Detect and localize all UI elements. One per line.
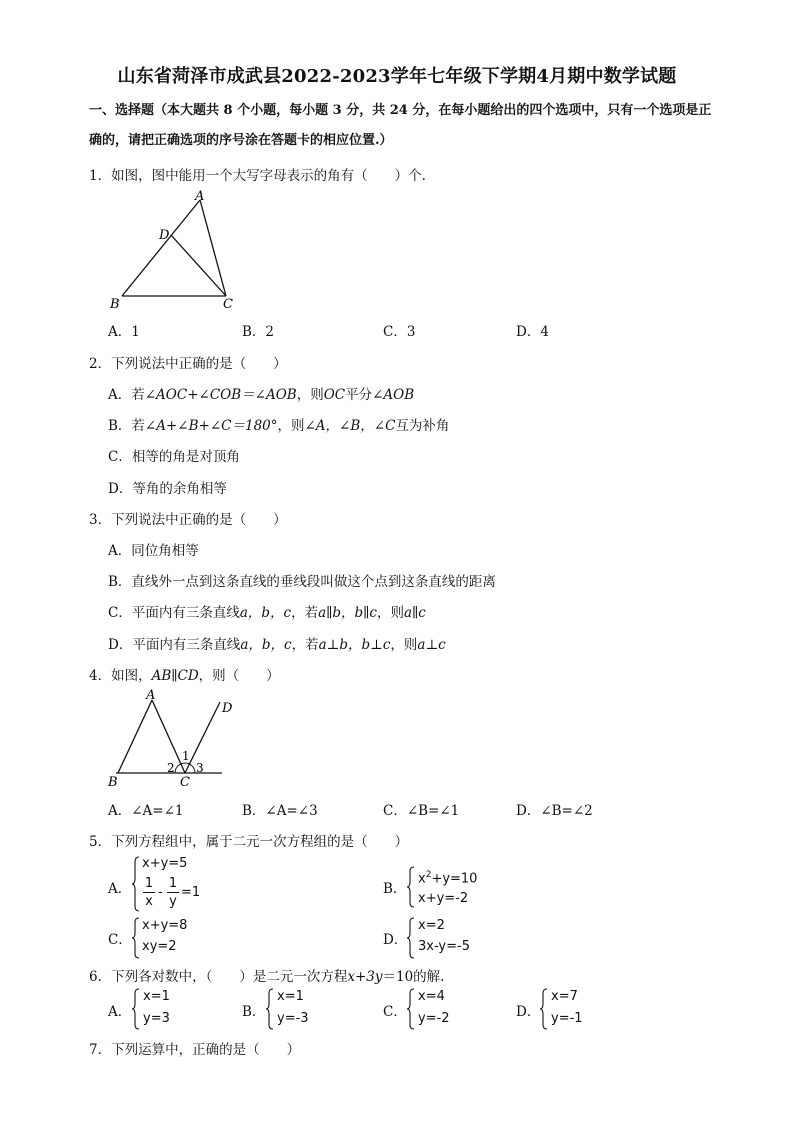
q5-a-frac1-den: x — [145, 894, 153, 909]
q4-stem-math: AB∥CD — [151, 668, 199, 684]
q6-option-b-label[interactable]: B． — [242, 1004, 266, 1020]
q6-option-d-label[interactable]: D． — [516, 1004, 541, 1020]
q6-a-system — [143, 988, 203, 1032]
q3-option-a[interactable]: A．同位角相等 — [108, 543, 199, 559]
q5-a-frac2 — [167, 876, 179, 909]
q5-d-line2: 3x-y=-5 — [418, 939, 470, 954]
q2-b-math: ∠A+∠B+∠C＝180° — [144, 418, 278, 434]
q6-d-system — [551, 988, 611, 1032]
question-3-stem: 3．下列说法中正确的是（ ） — [89, 512, 287, 528]
q5-b-line1-rest: +y=10 — [431, 871, 478, 887]
q1-label-a: A — [195, 189, 205, 204]
question-1-stem: 1．如图，图中能用一个大写字母表示的角有（ ）个. — [89, 168, 426, 184]
q6-c-brace — [406, 988, 416, 1030]
q1-option-a[interactable]: A．1 — [108, 324, 140, 340]
q3-option-c[interactable] — [108, 601, 426, 621]
q4-label-1: 1 — [182, 749, 190, 763]
q4-stem-end: ，则（ ） — [198, 668, 280, 684]
q4-label-a: A — [146, 688, 156, 703]
q6-option-a-label[interactable]: A． — [108, 1004, 132, 1020]
q5-c-system — [142, 917, 222, 961]
q5-option-b-label[interactable]: B． — [383, 881, 407, 897]
q6-stem-math: x+3y — [347, 969, 383, 985]
question-6-stem — [89, 965, 444, 985]
q2-a-end: ∠AOB — [372, 387, 415, 403]
q3-d-cond: a⊥b，b⊥c — [318, 637, 391, 653]
q1-label-d: D — [159, 228, 170, 243]
q3-option-b[interactable]: B．直线外一点到这条直线的垂线段叫做这个点到这条直线的距离 — [108, 574, 496, 590]
q3-c-math: a，b，c — [239, 605, 292, 621]
q5-a-frac2-num: 1 — [168, 876, 178, 891]
q6-a-line1: x=1 — [143, 989, 170, 1004]
q6-a-line2: y=3 — [143, 1011, 170, 1026]
q6-b-system — [277, 988, 337, 1032]
q4-label-2: 2 — [167, 761, 175, 775]
q2-a-math: ∠AOC+∠COB＝∠AOB — [144, 387, 297, 403]
q6-d-line1: x=7 — [551, 989, 578, 1004]
q6-stem-end: ＝10的解. — [382, 969, 445, 985]
q2-option-a[interactable] — [108, 383, 414, 403]
q5-a-frac2-den: y — [169, 894, 177, 909]
q3-c-prefix: C．平面内有三条直线 — [108, 605, 240, 621]
q5-d-system — [418, 917, 498, 961]
q5-a-eq: =1 — [181, 885, 201, 900]
q3-option-d[interactable] — [108, 633, 446, 653]
q5-a-frac1-num: 1 — [144, 876, 154, 891]
q3-d-prefix: D．平面内有三条直线 — [108, 637, 241, 653]
q3-c-cond: a∥b，b∥c — [318, 605, 377, 621]
q5-a-line1: x+y=5 — [142, 856, 188, 871]
q3-d-math: a，b，c — [240, 637, 292, 653]
q3-d-mid: ，若 — [291, 637, 319, 653]
q1-option-b[interactable]: B．2 — [242, 324, 275, 340]
q2-b-prefix: B．若 — [108, 418, 145, 434]
q5-option-d-label[interactable]: D． — [383, 932, 408, 948]
q2-option-d[interactable]: D．等角的余角相等 — [108, 481, 227, 497]
question-4-figure — [100, 686, 250, 790]
section-line-2: 确的，请把正确选项的序号涂在答题卡的相应位置.） — [89, 133, 393, 148]
question-2-stem: 2．下列说法中正确的是（ ） — [89, 356, 287, 372]
q5-c-line1: x+y=8 — [142, 918, 188, 933]
q3-d-then: ，则 — [390, 637, 418, 653]
q6-c-system — [418, 988, 478, 1032]
q1-label-b: B — [110, 297, 120, 312]
q5-b-line1 — [418, 870, 477, 886]
q5-b-brace — [406, 866, 416, 908]
q6-d-line2: y=-1 — [551, 1011, 583, 1026]
q5-c-brace — [131, 917, 141, 959]
q3-d-res: a⊥c — [417, 637, 446, 653]
question-7-stem: 7．下列运算中，正确的是（ ） — [89, 1042, 301, 1058]
q5-a-frac1 — [143, 876, 155, 909]
q4-label-c: C — [180, 775, 190, 790]
q2-b-mid: ，则 — [277, 418, 305, 434]
q1-option-c[interactable]: C．3 — [383, 324, 416, 340]
q5-b-line1-x: x — [418, 871, 426, 887]
q5-a-brace — [131, 856, 141, 912]
q4-label-d: D — [222, 701, 233, 716]
q4-label-b: B — [108, 775, 118, 790]
q5-a-minus: - — [158, 885, 163, 900]
q5-b-line1-sup: 2 — [425, 870, 432, 880]
q1-option-d[interactable]: D．4 — [516, 324, 549, 340]
q6-d-brace — [539, 988, 549, 1030]
q2-a-mid: ，则 — [296, 387, 324, 403]
q6-c-line2: y=-2 — [418, 1011, 450, 1026]
q4-option-a[interactable]: A．∠A=∠1 — [108, 803, 184, 819]
q6-b-line2: y=-3 — [277, 1011, 309, 1026]
q2-a-mid2: 平分 — [345, 387, 373, 403]
question-1-figure — [100, 188, 250, 314]
q5-d-line1: x=2 — [418, 918, 445, 933]
q6-a-brace — [131, 988, 141, 1030]
q3-c-then: ，则 — [376, 605, 404, 621]
q3-c-mid: ，若 — [291, 605, 319, 621]
q4-option-b[interactable]: B．∠A=∠3 — [242, 803, 318, 819]
q6-b-line1: x=1 — [277, 989, 304, 1004]
q5-b-line2: x+y=-2 — [418, 891, 469, 906]
q6-c-line1: x=4 — [418, 989, 445, 1004]
q2-option-c[interactable]: C．相等的角是对顶角 — [108, 449, 240, 465]
question-4-stem — [89, 664, 280, 684]
q2-option-b[interactable] — [108, 414, 449, 434]
q4-stem-prefix: 4．如图， — [89, 668, 152, 684]
q5-c-line2: xy=2 — [142, 939, 177, 954]
section-instructions — [89, 96, 749, 156]
q5-option-c-label[interactable]: C． — [108, 932, 132, 948]
q6-b-brace — [265, 988, 275, 1030]
question-5-stem: 5．下列方程组中，属于二元一次方程组的是（ ） — [89, 834, 409, 850]
q2-b-angles: ∠A，∠B，∠C — [304, 418, 396, 434]
q4-option-d[interactable]: D．∠B=∠2 — [516, 803, 593, 819]
q6-option-c-label[interactable]: C． — [383, 1004, 407, 1020]
q2-a-prefix: A．若 — [108, 387, 145, 403]
q4-option-c[interactable]: C．∠B=∠1 — [383, 803, 460, 819]
q2-b-end: 互为补角 — [395, 418, 450, 434]
q5-a-system — [142, 856, 222, 916]
q3-c-res: a∥c — [403, 605, 426, 621]
q6-stem-prefix: 6．下列各对数中，（ ）是二元一次方程 — [89, 969, 348, 985]
q5-d-brace — [406, 917, 416, 959]
q4-label-3: 3 — [196, 761, 204, 775]
q1-label-c: C — [223, 297, 233, 312]
q5-option-a-label[interactable]: A． — [108, 881, 132, 897]
q2-a-oc: OC — [323, 387, 346, 403]
section-line-1: 一、选择题（本大题共 8 个小题，每小题 3 分，共 24 分，在每小题给出的四个选项中，只有一个选项是正 — [89, 103, 712, 118]
page-title: 山东省菏泽市成武县2022-2023学年七年级下学期4月期中数学试题 — [117, 66, 677, 87]
q5-b-system — [418, 866, 498, 910]
